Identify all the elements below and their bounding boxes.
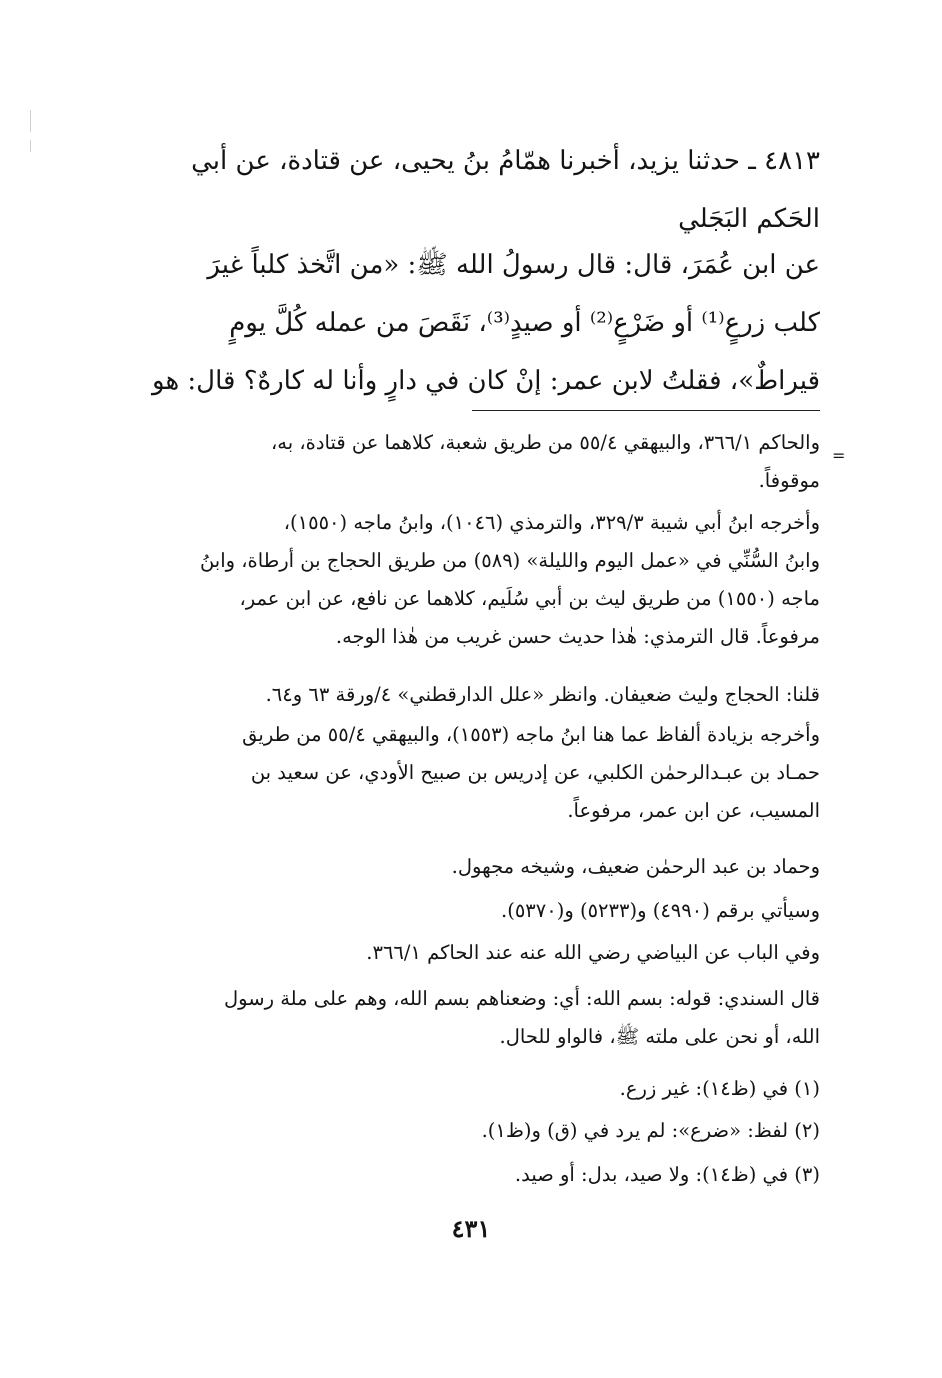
footnote-line: والحاكم ٣٦٦/١، والبيهقي ٥٥/٤ من طريق شعبة، كلاهما عن قتادة، به، [270, 431, 820, 454]
footnote-line: وحماد بن عبد الرحمٰن ضعيف، وشيخه مجهول. [451, 855, 820, 878]
footnote-block [112, 892, 820, 930]
hadith-text-line: عن ابن عُمَرَ، قال: قال رسولُ الله ﷺ: «من اتَّخذ كلباً غيرَ [207, 250, 820, 280]
hadith-chain [112, 132, 820, 248]
footnote-block [112, 980, 820, 1056]
footnote-line: قال السندي: قوله: بسم الله: أي: وضعناهم بسم الله، وهم على ملة رسول [224, 987, 820, 1010]
footnote-line: (٣) في (ظ١٤): ولا صيد، بدل: أو صيد. [514, 1163, 820, 1186]
footnote-line: وأخرجه ابنُ أبي شيبة ٣٢٩/٣، والترمذي (١٠٤٦)، وابنُ ماجه (١٥٥٠)، [283, 511, 820, 534]
hadith-chain-line: الحَكم البَجَلي [678, 204, 820, 234]
footnote-block [112, 1112, 820, 1150]
hadith-text [112, 236, 820, 410]
footnote-line: قلنا: الحجاج وليث ضعيفان. وانظر «علل الدارقطني» ٤/ورقة ٦٣ و٦٤. [265, 683, 820, 706]
footnote-block [112, 934, 820, 972]
footnote-block [112, 716, 820, 830]
continuation-marker: = [832, 446, 846, 465]
footnote-line: (١) في (ظ١٤): غير زرع. [619, 1077, 820, 1100]
footnote-line: وسيأتي برقم (٤٩٩٠) و(٥٢٣٣) و(٥٣٧٠). [501, 899, 820, 922]
footnote-line: وابنُ السُّنِّي في «عمل اليوم والليلة» (٥٨٩) من طريق الحجاج بن أرطاة، وابنُ [199, 549, 820, 572]
footnote-block [112, 676, 820, 714]
footnote-line: ماجه (١٥٥٠) من طريق ليث بن أبي سُلَيم، كلاهما عن نافع، عن ابن عمر، [239, 587, 820, 610]
footnote-block [112, 848, 820, 886]
footnote-line: حمـاد بن عبـدالرحمٰن الكلبي، عن إدريس بن صبيح الأودي، عن سعيد بن [250, 761, 820, 784]
hadith-text-line: قيراطٌ»، فقلتُ لابن عمر: إنْ كان في دارٍ وأنا له كارهٌ؟ قال: هو [152, 366, 820, 396]
footnote-line: المسيب، عن ابن عمر، مرفوعاً. [567, 799, 820, 822]
footnote-line: مرفوعاً. قال الترمذي: هٰذا حديث حسن غريب من هٰذا الوجه. [335, 625, 820, 648]
hadith-text-line: كلب زرعٍ⁽¹⁾ أو ضَرْعٍ⁽²⁾ أو صيدٍ⁽³⁾، نَقَصَ من عمله كُلَّ يومٍ [229, 308, 820, 338]
footnote-line: (٢) لفظ: «ضرع»: لم يرد في (ق) و(ظ١). [481, 1119, 820, 1142]
footnote-block [112, 1156, 820, 1194]
scan-edge-mark [30, 140, 31, 152]
footnote-line: وأخرجه بزيادة ألفاظ عما هنا ابنُ ماجه (١٥٥٣)، والبيهقي ٥٥/٤ من طريق [242, 723, 820, 746]
footnote-block [112, 1070, 820, 1108]
footnote-divider [472, 410, 820, 411]
footnote-line: وفي الباب عن البياضي رضي الله عنه عند الحاكم ٣٦٦/١. [366, 941, 820, 964]
hadith-chain-line: ٤٨١٣ ـ حدثنا يزيد، أخبرنا همّامُ بنُ يحيى، عن قتادة، عن أبي [191, 146, 820, 176]
footnote-line: موقوفاً. [758, 469, 820, 492]
footnote-block [112, 504, 820, 656]
footnote-line: الله، أو نحن على ملته ﷺ، فالواو للحال. [499, 1025, 820, 1048]
scan-edge-mark [30, 110, 31, 132]
footnote-block [112, 424, 820, 500]
page-number: ٤٣١ [451, 1214, 491, 1243]
